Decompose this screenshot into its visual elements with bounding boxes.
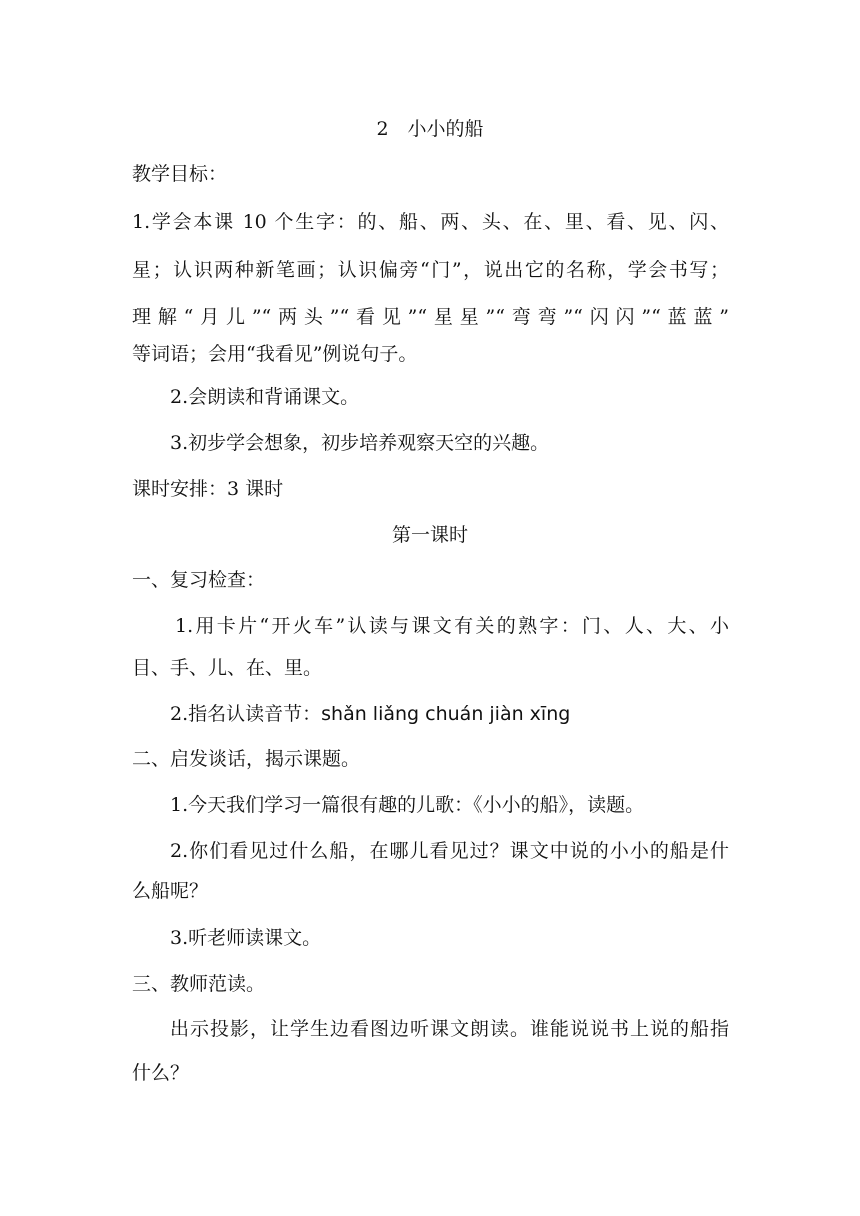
goal-1-line-4: 等词语；会用“我看见”例说句子。: [132, 343, 418, 365]
section-2-item-2-line-1: 2.你们看见过什么船，在哪儿看见过？课文中说的小小的船是什: [170, 840, 729, 862]
pinyin-syllables: shǎn liǎng chuán jiàn xīng: [321, 703, 571, 725]
section-3-para-line-1: 出示投影，让学生边看图边听课文朗读。谁能说说书上说的船指: [170, 1018, 729, 1040]
period-title: 第一课时: [391, 524, 468, 546]
section-1-item-1-line-1: 1.用卡片“开火车”认读与课文有关的熟字：门、人、大、小: [175, 615, 729, 637]
section-3-para-line-2: 什么？: [132, 1062, 190, 1084]
section-3-heading: 三、教师范读。: [132, 973, 266, 995]
section-1-heading: 一、复习检查：: [132, 569, 266, 591]
section-1-item-1-line-2: 目、手、儿、在、里。: [132, 657, 323, 679]
goals-heading: 教学目标：: [132, 163, 228, 185]
lesson-title: 2 小小的船: [376, 118, 484, 140]
section-2-heading: 二、启发谈话，揭示课题。: [132, 748, 361, 770]
section-2-item-2-line-2: 么船呢？: [132, 880, 209, 902]
goal-2: 2.会朗读和背诵课文。: [170, 386, 360, 408]
section-2-item-1: 1.今天我们学习一篇很有趣的儿歌：《小小的船》，读题。: [170, 794, 645, 816]
section-1-item-2: [170, 700, 570, 728]
schedule: 课时安排：3 课时: [132, 478, 284, 500]
goal-1-line-2: 星；认识两种新笔画；认识偏旁“门”，说出它的名称，学会书写；: [132, 259, 729, 281]
section-1-item-2-label: 2.指名认读音节：: [170, 703, 322, 725]
goal-1-line-3: 理解“月儿”“两头”“看见”“星星”“弯弯”“闪闪”“蓝蓝”: [132, 306, 729, 328]
section-2-item-3: 3.听老师读课文。: [170, 927, 322, 949]
goal-3: 3.初步学会想象，初步培养观察天空的兴趣。: [170, 432, 550, 454]
goal-1-line-1: 1.学会本课 10 个生字：的、船、两、头、在、里、看、见、闪、: [132, 211, 729, 233]
